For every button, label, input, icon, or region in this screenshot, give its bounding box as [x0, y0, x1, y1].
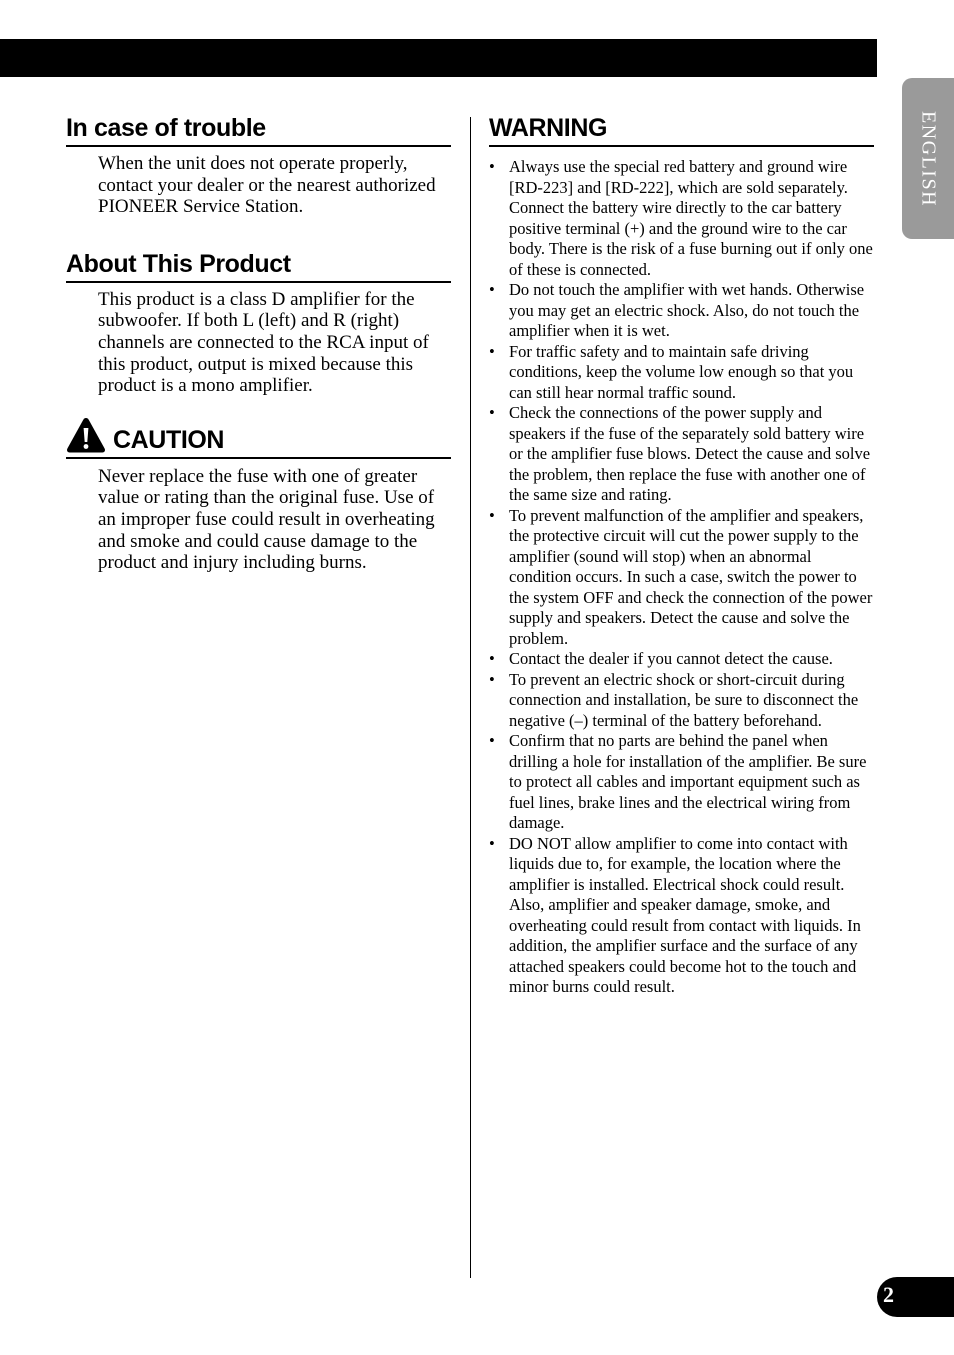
warning-item: • Contact the dealer if you cannot detect the cause.: [489, 649, 874, 670]
language-tab-label: ENGLISH: [917, 110, 940, 207]
warning-heading: WARNING: [489, 113, 874, 147]
trouble-heading: In case of trouble: [66, 113, 451, 147]
left-column: [66, 113, 451, 574]
warning-item: • Confirm that no parts are behind the panel when drilling a hole for installation of the amplifier. Be sure to protect all cables and important equipment such as fuel lines, brake lines and the electrical wiring from damage.: [489, 731, 874, 834]
warning-item: • Check the connections of the power supply and speakers if the fuse of the separately sold battery wire or the amplifier fuse blows. Detect the cause and solve the problem, then replace the fuse with another one of the same size and rating.: [489, 403, 874, 506]
warning-item: • DO NOT allow amplifier to come into contact with liquids due to, for example, the location where the amplifier is installed. Electrical shock could result. Also, amplifier and speaker damage, smoke, and overheating could result from contact with liquids. In addition, the amplifier surface and the surface of any attached speakers could become hot to the touch and minor burns could result.: [489, 834, 874, 998]
caution-heading: CAUTION: [113, 425, 225, 454]
about-section: [66, 249, 451, 397]
page-number: 2: [883, 1282, 894, 1307]
caution-text: Never replace the fuse with one of greater value or rating than the original fuse. Use of an improper fuse could result in overheating and smoke and could cause damage to the product and injury including burns.: [98, 465, 435, 574]
about-heading: About This Product: [66, 249, 451, 283]
warning-triangle-icon: [66, 417, 106, 454]
column-divider: [470, 117, 471, 1278]
warning-item: • For traffic safety and to maintain safe driving conditions, keep the volume low enough so that you can still hear normal traffic sound.: [489, 342, 874, 404]
warning-list: [489, 157, 874, 998]
warning-item: • Always use the special red battery and ground wire [RD-223] and [RD-222], which are sold separately. Connect the battery wire directly to the car battery positive terminal (+) and the ground wire to the car body. There is the risk of a fuse burning out if only one of these is connected.: [489, 157, 874, 280]
caution-heading-row: [66, 417, 451, 459]
warning-item: • Do not touch the amplifier with wet hands. Otherwise you may get an electric shock. Also, do not touch the amplifier when it is wet.: [489, 280, 874, 342]
caution-section: [66, 417, 451, 574]
language-tab: [902, 78, 954, 239]
warning-item: • To prevent malfunction of the amplifier and speakers, the protective circuit will cut the power supply to the amplifier (sound will stop) when an abnormal condition occurs. In such a case, switch the power to the system OFF and check the connection of the power supply and speakers. Detect the cause and solve the problem.: [489, 506, 874, 650]
header-bar: [0, 39, 877, 77]
trouble-text: When the unit does not operate properly, contact your dealer or the nearest authorized PIONEER Service Station.: [98, 153, 436, 218]
right-column: [489, 113, 874, 998]
trouble-section: [66, 113, 451, 218]
warning-item: • To prevent an electric shock or short-circuit during connection and installation, be sure to disconnect the negative (–) terminal of the battery beforehand.: [489, 670, 874, 732]
about-text: This product is a class D amplifier for the subwoofer. If both L (left) and R (right) channels are connected to the RCA input of this product, output is mixed because this product is a mono amplifier.: [98, 288, 429, 397]
page-number-tab: [877, 1277, 954, 1317]
